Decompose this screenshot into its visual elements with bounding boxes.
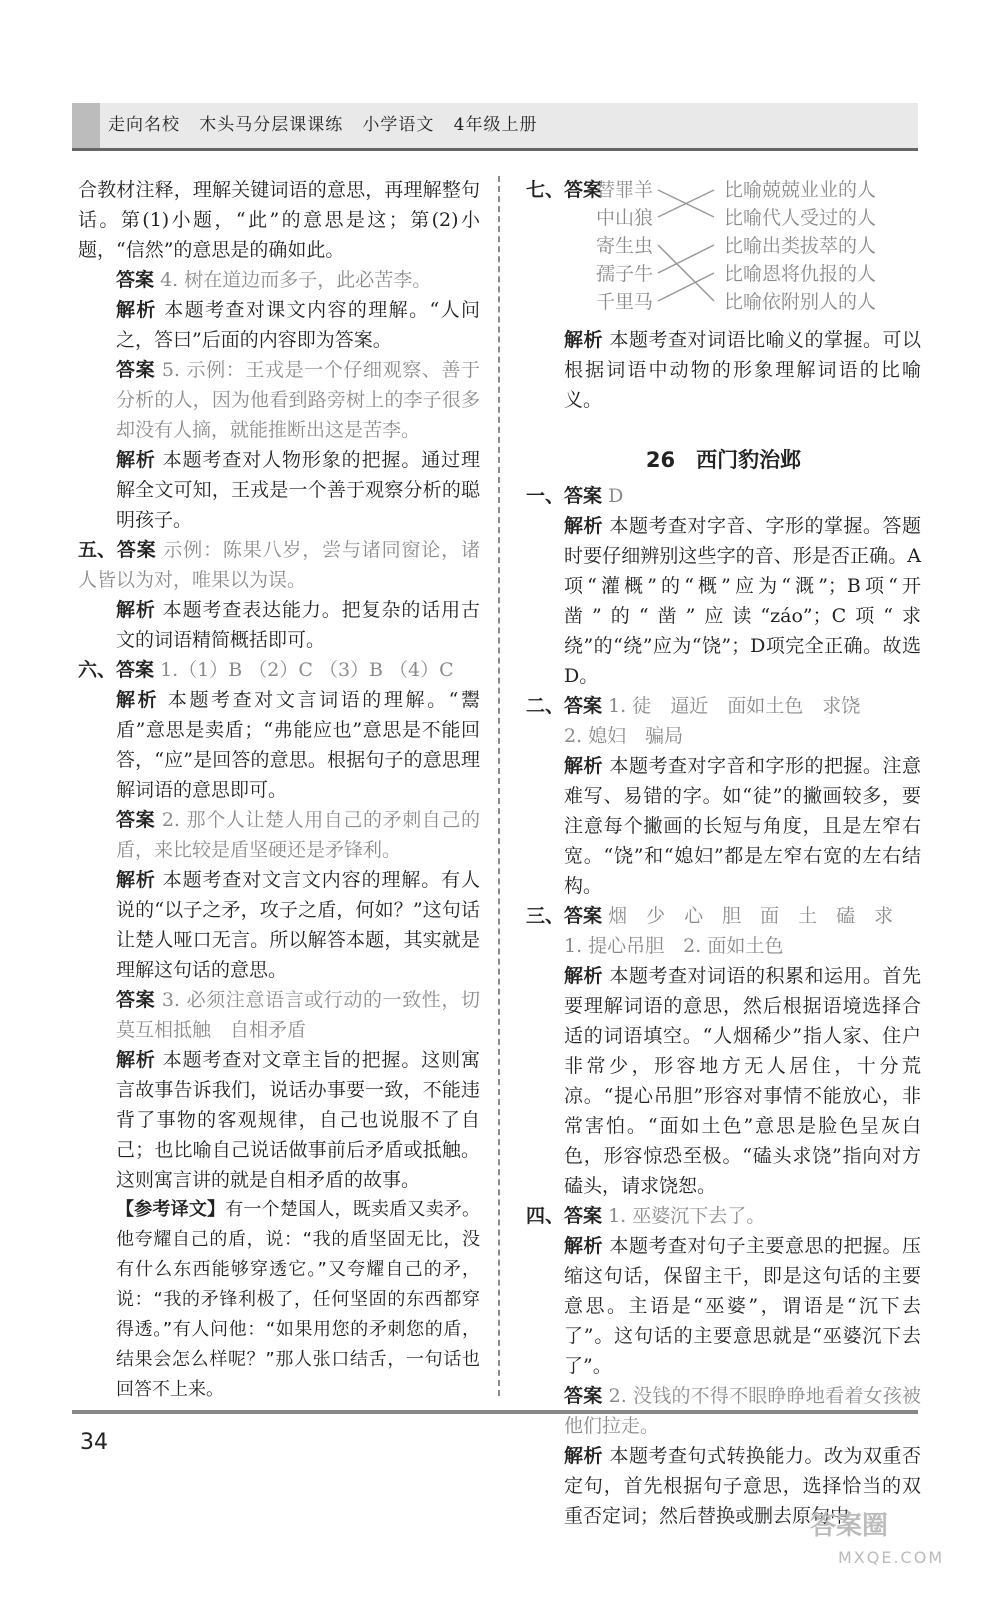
section-four (526, 1201, 921, 1231)
answer-label: 答案 (564, 695, 603, 717)
analysis-block (526, 751, 921, 901)
answer-label: 答案 (564, 485, 603, 507)
analysis-label: 解析 (564, 515, 603, 537)
analysis-text: 本题考查对句子主要意思的把握。压缩这句话，保留主干，即是这句话的主要意思。主语是“巫婆”，谓语是“沉下去了”。这句话的主要意思就是“巫婆沉下去了”。 (564, 1235, 921, 1377)
paragraph (78, 175, 480, 265)
analysis-label: 解析 (564, 329, 603, 351)
section-number: 一、 (526, 485, 565, 507)
page-number: 34 (80, 1430, 108, 1455)
answer-text: 1. 提心吊胆 2. 面如土色 (564, 935, 784, 957)
answer-label: 答案 (116, 989, 156, 1011)
answer-label: 答案 (116, 359, 156, 381)
section-number: 三、 (526, 905, 565, 927)
matching-diagram (596, 175, 921, 325)
analysis-text: 本题考查对词语的积累和运用。首先要理解词语的意思，然后根据语境选择合适的词语填空。“人烟稀少”指人家、住户非常少，形容地方无人居住，十分荒凉。“提心吊胆”形容对事情不能放心，非常害怕。“面如土色”意思是脸色呈灰白色，形容惊恐至极。“磕头求饶”指向对方磕头，请求饶恕。 (564, 965, 921, 1197)
analysis-block (78, 685, 480, 805)
answer-label: 答案 (116, 809, 156, 831)
section-six (78, 655, 480, 685)
answer-text: 2. 没钱的不得不眼睁睁地看着女孩被他们拉走。 (564, 1385, 921, 1437)
answer-text: 3. 必须注意语言或行动的一致性，切莫互相抵触 自相矛盾 (116, 989, 480, 1041)
analysis-text: 本题考查句式转换能力。改为双重否定句，首先根据句子意思，选择恰当的双重否定词；然后替换或删去原句中 (564, 1445, 921, 1527)
match-right-item: 比喻兢兢业业的人 (724, 179, 877, 201)
analysis-label: 解析 (564, 965, 603, 987)
analysis-block (78, 445, 480, 535)
header-accent-bar (72, 103, 100, 148)
analysis-block (526, 1231, 921, 1381)
answer-continuation (526, 931, 921, 961)
answer-label: 答案 (564, 1385, 603, 1407)
left-column (78, 175, 480, 1405)
analysis-label: 解析 (564, 1235, 603, 1257)
answer-label: 答案 (564, 905, 603, 927)
answer-text: D (608, 485, 624, 507)
answer-continuation (526, 721, 921, 751)
analysis-text: 本题考查对字音、字形的掌握。答题时要仔细辨别这些字的音、形是否正确。A项“灌概”的“概”应为“溉”；B项“开凿”的“凿”应读“záo”；C项“求绕”的“绕”应为“饶”；D项完全正确。故选D。 (564, 515, 921, 687)
match-right-item: 比喻出类拔萃的人 (724, 235, 877, 257)
analysis-text: 本题考查对词语比喻义的掌握。可以根据词语中动物的形象理解词语的比喻义。 (564, 329, 921, 411)
answer-label: 答案 (116, 269, 155, 291)
analysis-text: 本题考查对文章主旨的把握。这则寓言故事告诉我们，说话办事要一致，不能违背了事物的客观规律，自己也说服不了自己；也比喻自己说话做事前后矛盾或抵触。这则寓言讲的就是自相矛盾的故事。 (116, 1049, 480, 1191)
answer-text: 2. 媳妇 骗局 (564, 725, 684, 747)
match-right-item: 比喻恩将仇报的人 (724, 263, 877, 285)
answer-label: 答案 (116, 659, 155, 681)
section-three (526, 901, 921, 931)
answer-block (78, 985, 480, 1045)
analysis-block (78, 295, 480, 355)
reference-translation (78, 1195, 480, 1405)
analysis-text: 本题考查对字音和字形的把握。注意难写、易错的字。如“徒”的撇画较多，要注意每个撇画的长短与角度，且是左窄右宽。“饶”和“媳妇”都是左窄右宽的左右结构。 (564, 755, 921, 897)
answer-block (78, 355, 480, 445)
lesson-title: 26 西门豹治邺 (645, 448, 802, 472)
answer-label: 答案 (564, 1205, 603, 1227)
match-left-item: 中山狼 (596, 207, 654, 229)
analysis-label: 解析 (116, 449, 156, 471)
analysis-block (78, 865, 480, 985)
watermark-url: MXQE.COM (838, 1548, 945, 1567)
section-one (526, 481, 921, 511)
analysis-label: 解析 (116, 299, 157, 321)
translation-text: 有一个楚国人，既卖盾又卖矛。他夸耀自己的盾，说：“我的盾坚固无比，没有什么东西能够穿透它。”又夸耀自己的矛，说：“我的矛锋利极了，任何坚固的东西都穿得透。”有人问他：“如果用您的矛刺您的盾，结果会怎么样呢？”那人张口结舌，一句话也回答不上来。 (116, 1199, 481, 1400)
answer-text: 5. 示例：王戎是一个仔细观察、善于分析的人，因为他看到路旁树上的李子很多却没有人摘，就能推断出这是苦李。 (116, 359, 480, 441)
section-number: 七、 (526, 179, 565, 201)
watermark-logo: 答案圈 (810, 1511, 889, 1541)
analysis-text: 本题考查对课文内容的理解。“人问之，答曰”后面的内容即为答案。 (116, 299, 480, 351)
answer-text: 4. 树在道边而多子，此必苦李。 (160, 269, 432, 291)
match-right-item: 比喻代人受过的人 (724, 207, 877, 229)
analysis-label: 解析 (116, 599, 156, 621)
section-number: 四、 (526, 1205, 565, 1227)
answer-block (78, 265, 480, 295)
analysis-text: 本题考查对文言文内容的理解。有人说的“以子之矛，攻子之盾，何如？”这句话让楚人哑口无言。所以解答本题，其实就是理解这句话的意思。 (116, 869, 480, 981)
section-five (78, 535, 480, 595)
analysis-block (526, 325, 921, 415)
answer-text: 2. 那个人让楚人用自己的矛刺自己的盾，来比较是盾坚硬还是矛锋利。 (116, 809, 480, 861)
analysis-text: 本题考查表达能力。把复杂的话用古文的词语精简概括即可。 (116, 599, 480, 651)
match-right-item: 比喻依附别人的人 (724, 291, 877, 313)
match-left-item: 替罪羊 (596, 179, 654, 201)
header-rule (72, 148, 918, 151)
analysis-block (526, 511, 921, 691)
answer-text: 1. 徒 逼近 面如土色 求饶 (608, 695, 861, 717)
analysis-text: 本题考查对文言词语的理解。“鬻盾”意思是卖盾；“弗能应也”意思是不能回答，“应”是回答的意思。根据句子的意思理解词语的意思即可。 (116, 689, 480, 801)
analysis-label: 解析 (116, 1049, 156, 1071)
right-column (526, 175, 921, 1531)
answer-block (78, 805, 480, 865)
analysis-label: 解析 (564, 755, 603, 777)
answer-text: 示例：陈果八岁，尝与诸同窗论，诸人皆以为对，唯果以为误。 (78, 539, 480, 591)
match-left-item: 寄生虫 (596, 235, 654, 257)
answer-label: 答案 (564, 179, 603, 201)
answer-text: 1.（1）B （2）C （3）B （4）C (160, 659, 454, 681)
analysis-label: 解析 (116, 869, 156, 891)
paragraph-text: 合教材注释，理解关键词语的意思，再理解整句话。第(1)小题，“此”的意思是这；第(2)小题，“信然”的意思是的确如此。 (78, 179, 480, 261)
section-two (526, 691, 921, 721)
match-left-item: 孺子牛 (596, 263, 654, 285)
answer-text: 1. 巫婆沉下去了。 (608, 1205, 766, 1227)
analysis-block (526, 961, 921, 1201)
section-number: 二、 (526, 695, 565, 717)
answer-label: 答案 (116, 539, 157, 561)
analysis-block (78, 595, 480, 655)
section-number: 五、 (78, 539, 117, 561)
translation-label: 【参考译文】 (116, 1199, 226, 1220)
column-divider (498, 176, 500, 1396)
section-number: 六、 (78, 659, 117, 681)
analysis-label: 解析 (564, 1445, 603, 1467)
analysis-label: 解析 (116, 689, 160, 711)
analysis-block (78, 1045, 480, 1195)
header-title: 走向名校 木头马分层课课练 小学语文 4年级上册 (108, 115, 538, 135)
match-left-item: 千里马 (596, 291, 654, 313)
footer-rule (72, 1410, 918, 1414)
answer-text: 烟 少 心 胆 面 土 磕 求 (608, 905, 894, 927)
analysis-text: 本题考查对人物形象的把握。通过理解全文可知，王戎是一个善于观察分析的聪明孩子。 (116, 449, 480, 531)
